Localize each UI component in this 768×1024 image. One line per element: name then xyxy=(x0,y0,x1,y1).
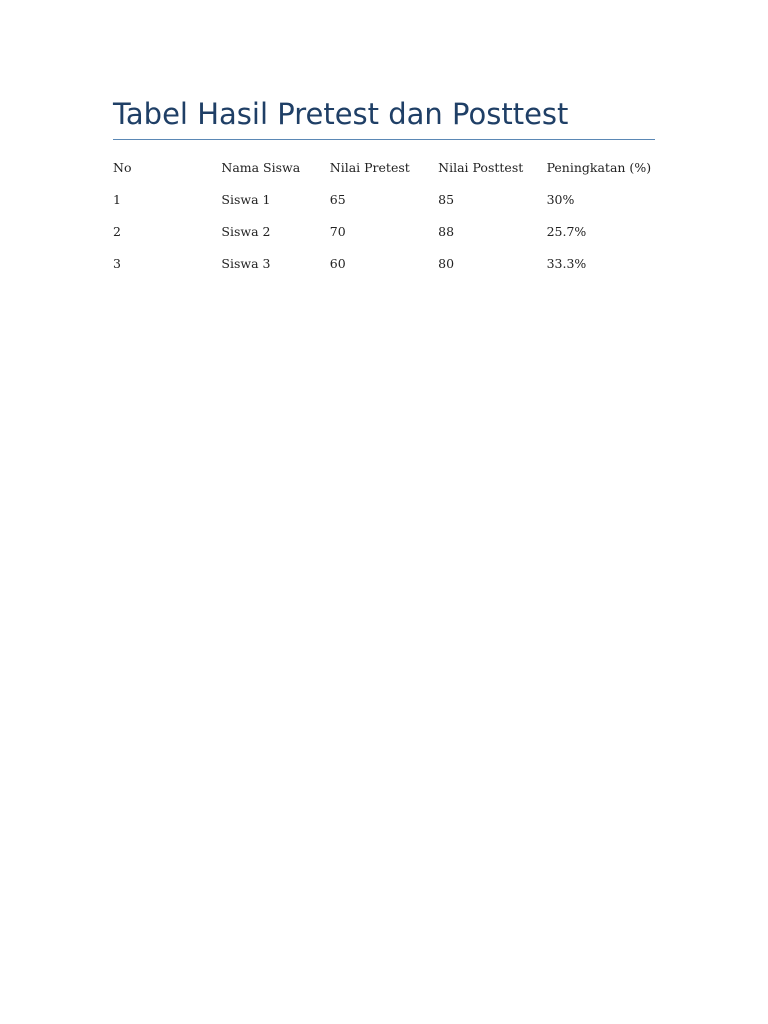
cell-nilai-posttest: 88 xyxy=(438,224,455,239)
cell-peningkatan: 25.7% xyxy=(546,224,587,239)
header-row xyxy=(113,158,655,190)
cell-nama-siswa: Siswa 2 xyxy=(221,224,271,239)
header-nilai-pretest: Nilai Pretest xyxy=(329,160,410,175)
cell-peningkatan: 33.3% xyxy=(546,256,587,271)
cell-nilai-pretest: 70 xyxy=(329,224,346,239)
header-peningkatan: Peningkatan (%) xyxy=(546,160,652,175)
cell-nama-siswa: Siswa 1 xyxy=(221,192,271,207)
table-row xyxy=(113,254,655,286)
header-nilai-posttest: Nilai Posttest xyxy=(438,160,524,175)
cell-nama-siswa: Siswa 3 xyxy=(221,256,271,271)
cell-nilai-posttest: 80 xyxy=(438,256,455,271)
cell-no: 2 xyxy=(113,224,121,239)
cell-no: 3 xyxy=(113,256,121,271)
cell-nilai-pretest: 60 xyxy=(329,256,346,271)
cell-peningkatan: 30% xyxy=(546,192,575,207)
cell-nilai-pretest: 65 xyxy=(329,192,346,207)
cell-no: 1 xyxy=(113,192,121,207)
header-nama-siswa: Nama Siswa xyxy=(221,160,301,175)
table-body xyxy=(113,190,655,286)
cell-nilai-posttest: 85 xyxy=(438,192,455,207)
title-underline xyxy=(113,139,655,140)
table-header xyxy=(113,158,655,190)
results-table xyxy=(113,158,655,286)
table-row xyxy=(113,190,655,222)
document-title: Tabel Hasil Pretest dan Posttest xyxy=(113,97,569,131)
header-no: No xyxy=(113,160,132,175)
table-row xyxy=(113,222,655,254)
